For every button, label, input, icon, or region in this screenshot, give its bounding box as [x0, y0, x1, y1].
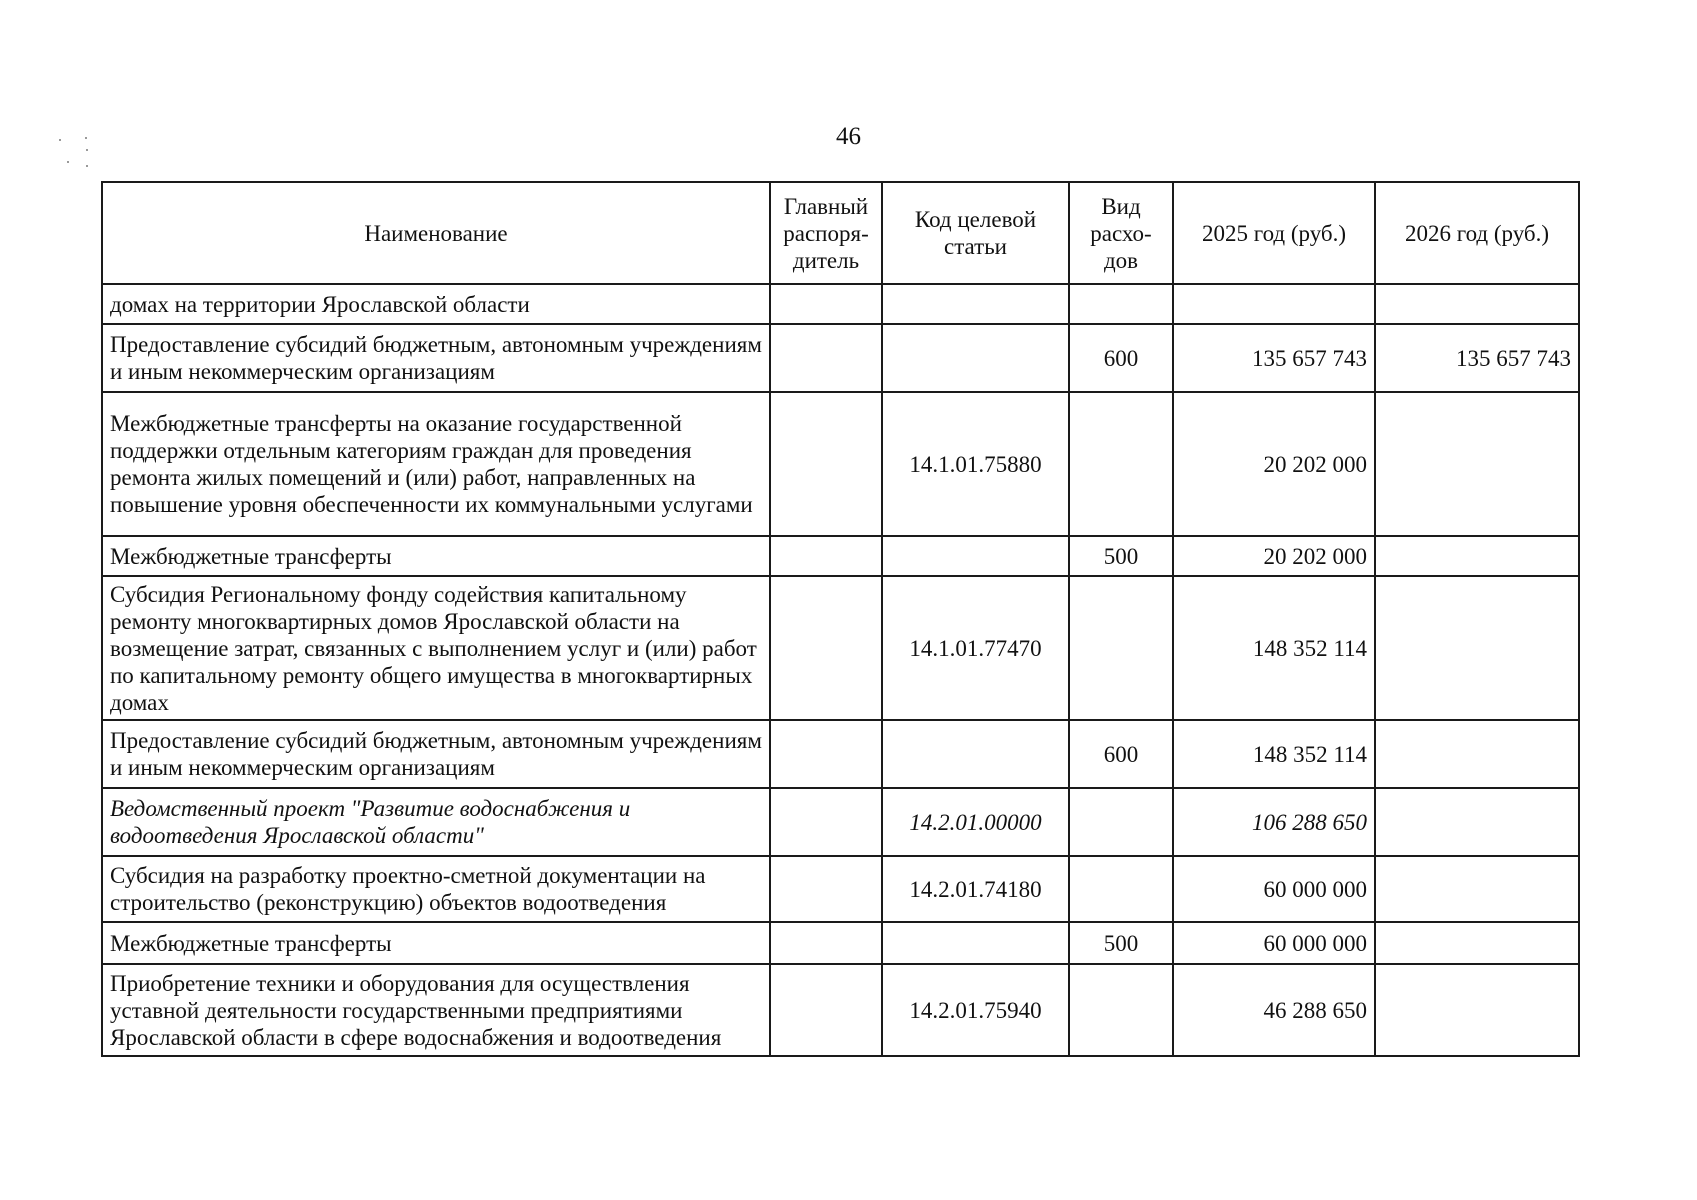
cell-type: 600 — [1069, 324, 1173, 392]
table-row — [102, 964, 1579, 1056]
cell-code — [882, 922, 1069, 964]
cell-manager — [770, 922, 882, 964]
cell-type: 500 — [1069, 922, 1173, 964]
cell-name: Приобретение техники и оборудования для осуществления уставной деятельности государственными предприятиями Ярославской области в сфере водоснабжения и водоотведения — [102, 964, 770, 1056]
cell-type — [1069, 788, 1173, 856]
cell-2025: 20 202 000 — [1173, 536, 1375, 576]
cell-2025 — [1173, 284, 1375, 324]
cell-2025: 20 202 000 — [1173, 392, 1375, 536]
table-row — [102, 392, 1579, 536]
cell-2026 — [1375, 964, 1579, 1056]
table-row — [102, 536, 1579, 576]
table-row — [102, 922, 1579, 964]
cell-name: Межбюджетные трансферты — [102, 536, 770, 576]
header-row — [102, 182, 1579, 284]
table-row — [102, 788, 1579, 856]
cell-2025: 148 352 114 — [1173, 720, 1375, 788]
cell-manager — [770, 576, 882, 720]
cell-name: Ведомственный проект "Развитие водоснабжения и водоотведения Ярославской области" — [102, 788, 770, 856]
cell-2025: 135 657 743 — [1173, 324, 1375, 392]
cell-type — [1069, 964, 1173, 1056]
cell-2025: 60 000 000 — [1173, 856, 1375, 922]
header-2025: 2025 год (руб.) — [1173, 182, 1375, 284]
cell-2025: 148 352 114 — [1173, 576, 1375, 720]
cell-code: 14.2.01.74180 — [882, 856, 1069, 922]
cell-name: Межбюджетные трансферты на оказание государственной поддержки отдельным категориям граждан для проведения ремонта жилых помещений и (или) работ, направленных на повышение уровня обеспеченности их коммунальными услугами — [102, 392, 770, 536]
cell-2026 — [1375, 856, 1579, 922]
cell-2026 — [1375, 536, 1579, 576]
cell-manager — [770, 392, 882, 536]
cell-2026 — [1375, 788, 1579, 856]
cell-2025: 106 288 650 — [1173, 788, 1375, 856]
budget-table — [101, 181, 1580, 1057]
cell-2026 — [1375, 284, 1579, 324]
cell-2026 — [1375, 576, 1579, 720]
cell-name: Предоставление субсидий бюджетным, автономным учреждениям и иным некоммерческим организациям — [102, 324, 770, 392]
cell-type — [1069, 856, 1173, 922]
cell-2025: 46 288 650 — [1173, 964, 1375, 1056]
cell-2025: 60 000 000 — [1173, 922, 1375, 964]
cell-manager — [770, 964, 882, 1056]
cell-manager — [770, 324, 882, 392]
cell-type — [1069, 392, 1173, 536]
cell-code — [882, 324, 1069, 392]
cell-name: Субсидия на разработку проектно-сметной документации на строительство (реконструкцию) объектов водоотведения — [102, 856, 770, 922]
cell-manager — [770, 536, 882, 576]
cell-name: Субсидия Региональному фонду содействия капитальному ремонту многоквартирных домов Ярославской области на возмещение затрат, связанных с выполнением услуг и (или) работ по капитальному ремонту общего имущества в многоквартирных домах — [102, 576, 770, 720]
cell-code: 14.1.01.75880 — [882, 392, 1069, 536]
cell-code: 14.1.01.77470 — [882, 576, 1069, 720]
cell-name: Межбюджетные трансферты — [102, 922, 770, 964]
table-row — [102, 324, 1579, 392]
cell-code — [882, 284, 1069, 324]
cell-2026: 135 657 743 — [1375, 324, 1579, 392]
cell-type: 600 — [1069, 720, 1173, 788]
table-body — [102, 284, 1579, 1056]
header-name: Наименование — [102, 182, 770, 284]
cell-manager — [770, 856, 882, 922]
cell-2026 — [1375, 720, 1579, 788]
table-row — [102, 720, 1579, 788]
cell-code — [882, 536, 1069, 576]
cell-code — [882, 720, 1069, 788]
cell-code: 14.2.01.75940 — [882, 964, 1069, 1056]
cell-2026 — [1375, 392, 1579, 536]
table-row — [102, 576, 1579, 720]
cell-code: 14.2.01.00000 — [882, 788, 1069, 856]
header-2026: 2026 год (руб.) — [1375, 182, 1579, 284]
cell-manager — [770, 720, 882, 788]
cell-name: домах на территории Ярославской области — [102, 284, 770, 324]
cell-2026 — [1375, 922, 1579, 964]
cell-type — [1069, 284, 1173, 324]
page-number: 46 — [836, 123, 861, 150]
cell-manager — [770, 788, 882, 856]
cell-manager — [770, 284, 882, 324]
header-type: Вид расхо-дов — [1069, 182, 1173, 284]
cell-name: Предоставление субсидий бюджетным, автономным учреждениям и иным некоммерческим организациям — [102, 720, 770, 788]
header-code: Код целевой статьи — [882, 182, 1069, 284]
table-row — [102, 284, 1579, 324]
table-row — [102, 856, 1579, 922]
cell-type: 500 — [1069, 536, 1173, 576]
header-manager: Главный распоря-дитель — [770, 182, 882, 284]
cell-type — [1069, 576, 1173, 720]
